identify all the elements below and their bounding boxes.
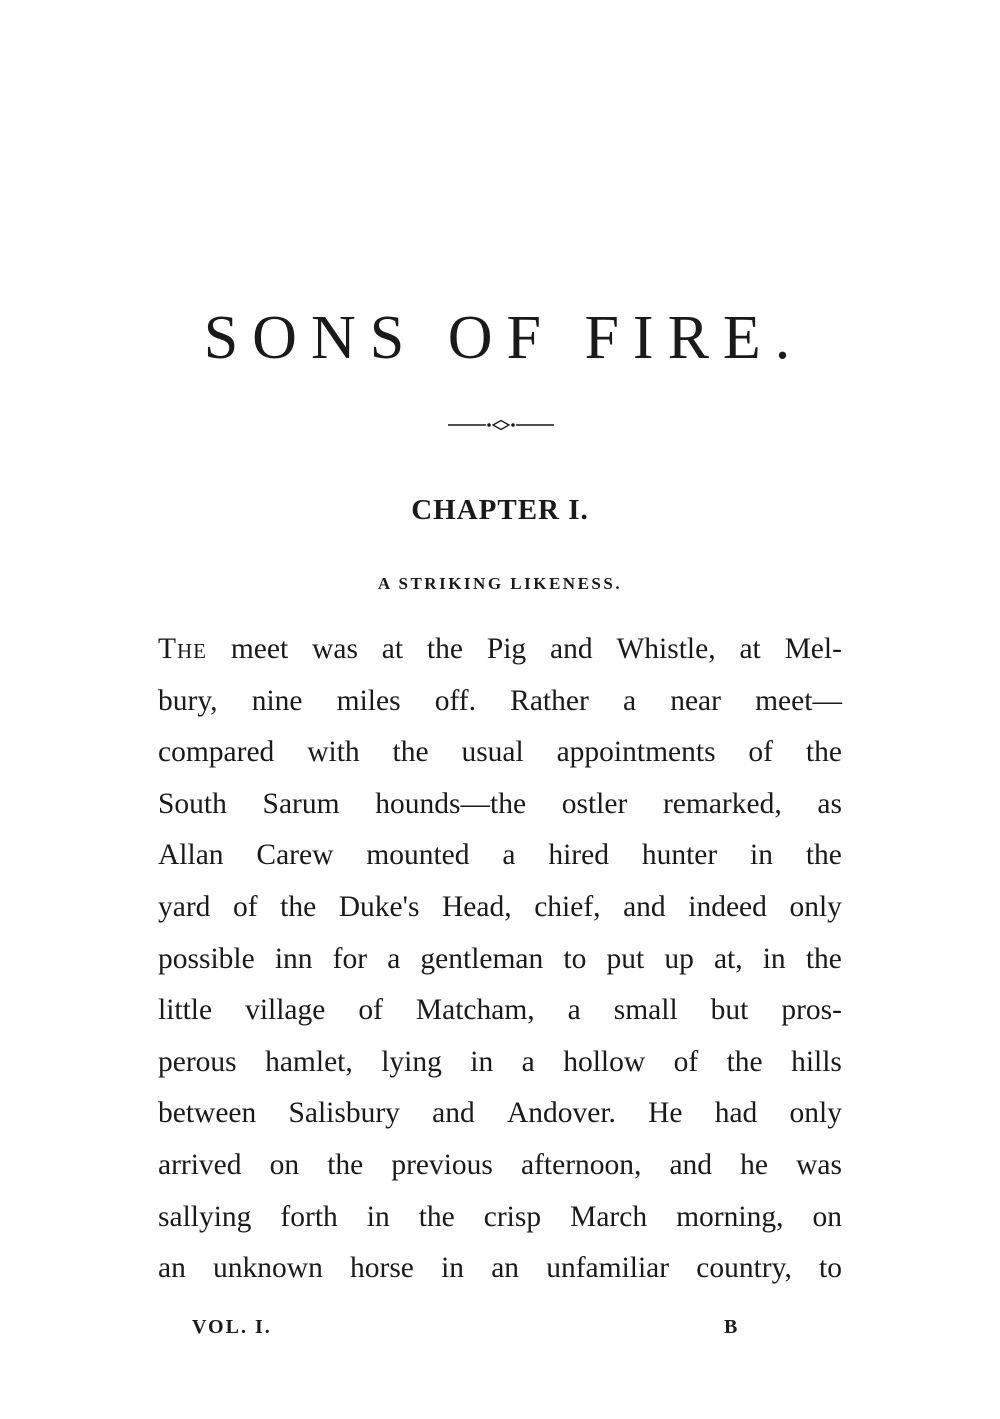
word: ostler xyxy=(561,787,628,820)
text-line xyxy=(158,727,842,779)
word: between xyxy=(158,1097,257,1130)
word: meet xyxy=(230,633,289,665)
word: the xyxy=(426,633,463,665)
word: had xyxy=(714,1097,758,1130)
word: chief, xyxy=(534,890,601,923)
word: bury, xyxy=(158,684,218,717)
word: in xyxy=(762,942,786,975)
word: remarked, xyxy=(662,787,782,820)
word: hills xyxy=(791,1045,842,1078)
text-line xyxy=(158,1037,842,1089)
word: indeed xyxy=(688,890,767,923)
word: the xyxy=(805,839,842,872)
word: but xyxy=(710,994,749,1027)
word: South xyxy=(158,787,227,820)
book-title: SONS OF FIRE. xyxy=(203,304,805,372)
word: meet— xyxy=(755,684,842,717)
word: only xyxy=(789,890,842,923)
word: Whistle, xyxy=(616,633,716,665)
word: in xyxy=(441,1252,465,1285)
signature-mark: B xyxy=(724,1316,738,1338)
word: Sarum xyxy=(262,787,340,820)
word: the xyxy=(327,1148,364,1181)
word: Allan xyxy=(158,839,224,872)
word: gentleman xyxy=(420,942,544,975)
word: nine xyxy=(251,684,303,717)
word: Carew xyxy=(256,839,334,872)
word: Matcham, xyxy=(415,994,535,1027)
word: crisp xyxy=(483,1200,542,1233)
word: perous xyxy=(158,1045,237,1078)
word: an xyxy=(491,1252,520,1285)
word: with xyxy=(307,736,360,769)
word: a xyxy=(502,839,516,872)
text-line xyxy=(158,779,842,831)
word: he xyxy=(740,1148,768,1181)
word: usual xyxy=(461,736,524,769)
word: in xyxy=(470,1045,494,1078)
word: the xyxy=(805,736,842,769)
word: Salisbury xyxy=(288,1097,400,1130)
body-text xyxy=(158,624,842,1295)
word: Andover. xyxy=(506,1097,616,1130)
word: mounted xyxy=(366,839,470,872)
text-line xyxy=(158,882,842,934)
word: on xyxy=(269,1148,300,1181)
word: small xyxy=(613,994,678,1027)
word: the xyxy=(418,1200,455,1233)
word: the xyxy=(280,890,317,923)
word: horse xyxy=(350,1252,414,1285)
ornament-divider xyxy=(448,415,554,435)
word: previous xyxy=(391,1148,493,1181)
word: little xyxy=(158,994,213,1027)
text-line xyxy=(158,830,842,882)
word: on xyxy=(812,1200,842,1233)
word: to xyxy=(563,942,587,975)
word: the xyxy=(805,942,842,975)
word: yard xyxy=(158,890,211,923)
word: He xyxy=(648,1097,683,1130)
word: lying xyxy=(381,1045,442,1078)
word: compared xyxy=(158,736,275,769)
word: to xyxy=(819,1252,842,1285)
text-line xyxy=(158,934,842,986)
word: an xyxy=(158,1252,186,1285)
word: in xyxy=(366,1200,390,1233)
text-line xyxy=(158,1243,842,1295)
word: hamlet, xyxy=(265,1045,353,1078)
word: sallying xyxy=(158,1200,252,1233)
word: Duke's xyxy=(338,890,420,923)
word: near xyxy=(670,684,721,717)
text-line xyxy=(158,676,842,728)
word: was xyxy=(796,1148,842,1181)
word: for xyxy=(332,942,368,975)
word: hounds—the xyxy=(375,787,527,820)
word: morning, xyxy=(676,1200,784,1233)
word: arrived xyxy=(158,1148,242,1181)
word: a xyxy=(387,942,401,975)
word: at xyxy=(739,633,761,665)
text-line xyxy=(158,985,842,1037)
word: at, xyxy=(713,942,743,975)
word: hunter xyxy=(641,839,718,872)
word: put xyxy=(606,942,645,975)
word: was xyxy=(312,633,358,665)
word: a xyxy=(622,684,637,717)
volume-mark: VOL. I. xyxy=(192,1316,272,1338)
word: as xyxy=(817,787,842,820)
word: off. xyxy=(434,684,476,717)
word: a xyxy=(567,994,581,1027)
word: in xyxy=(750,839,773,872)
word: a xyxy=(521,1045,535,1078)
word: Mel- xyxy=(784,633,842,665)
word: unfamiliar xyxy=(546,1252,670,1285)
word: forth xyxy=(280,1200,338,1233)
text-line xyxy=(158,624,842,676)
word: of xyxy=(673,1045,699,1078)
word: and xyxy=(623,890,666,923)
text-line xyxy=(158,1088,842,1140)
text-line xyxy=(158,1140,842,1192)
word: possible xyxy=(158,942,255,975)
word: and xyxy=(550,633,593,665)
word: Rather xyxy=(510,684,589,717)
text-line xyxy=(158,1192,842,1244)
word: country, xyxy=(696,1252,792,1285)
word: Pig xyxy=(486,633,527,665)
word: hired xyxy=(548,839,609,872)
word: only xyxy=(789,1097,842,1130)
word: inn xyxy=(274,942,313,975)
word: at xyxy=(381,633,404,665)
word: the xyxy=(392,736,429,769)
word: of xyxy=(232,890,258,923)
word: March xyxy=(570,1200,648,1233)
word: village xyxy=(245,994,326,1027)
chapter-subtitle: A STRIKING LIKENESS. xyxy=(377,574,623,593)
word: unknown xyxy=(213,1252,323,1285)
word: and xyxy=(669,1148,713,1181)
word: Head, xyxy=(442,890,512,923)
word: appointments xyxy=(556,736,716,769)
word: up xyxy=(664,942,694,975)
word: and xyxy=(432,1097,475,1130)
word: pros- xyxy=(781,994,842,1027)
word: The xyxy=(158,633,208,665)
word: hollow xyxy=(563,1045,646,1078)
word: of xyxy=(748,736,773,769)
chapter-heading: CHAPTER I. xyxy=(411,494,589,526)
word: miles xyxy=(336,684,401,717)
word: of xyxy=(358,994,383,1027)
word: afternoon, xyxy=(520,1148,642,1181)
word: the xyxy=(726,1045,763,1078)
